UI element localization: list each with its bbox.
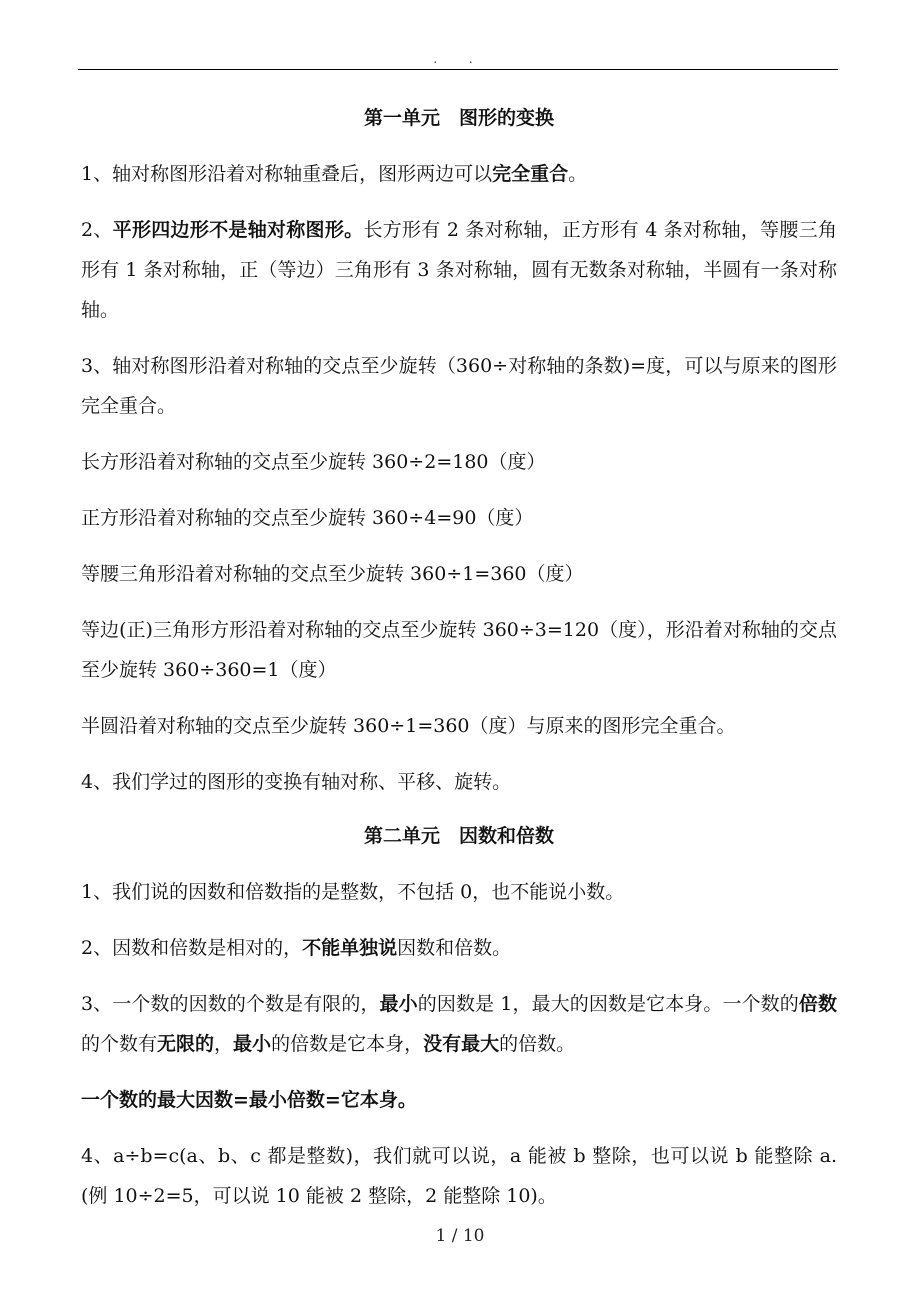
unit2-rule-bold: 一个数的最大因数=最小倍数=它本身。	[81, 1089, 417, 1111]
bold-text: 最小	[379, 993, 418, 1015]
text-span: 因数和倍数。	[397, 937, 512, 959]
header-rule	[78, 69, 838, 70]
unit2-paragraph-3	[81, 984, 837, 1064]
text-span: 的因数是 1，最大的因数是它本身。一个数的	[417, 993, 799, 1015]
text-span: ，	[214, 1033, 234, 1055]
text-span: 的倍数是它本身，	[271, 1033, 424, 1055]
text-span: 。	[568, 163, 588, 185]
bold-text: 没有最大	[423, 1033, 500, 1055]
text-span: 2、	[81, 219, 113, 241]
unit1-paragraph-3: 3、轴对称图形沿着对称轴的交点至少旋转（360÷对称轴的条数)=度，可以与原来的图形完全重合。	[81, 355, 837, 417]
bold-text: 完全重合	[492, 163, 569, 185]
unit2-paragraph-1: 1、我们说的因数和倍数指的是整数，不包括 0，也不能说小数。	[81, 881, 625, 903]
bold-text: 不能单独说	[302, 937, 398, 959]
unit1-paragraph-1	[81, 154, 837, 194]
page-number: 1 / 10	[435, 1226, 485, 1246]
bold-text: 平形四边形不是轴对称图形。	[112, 219, 364, 241]
unit2-paragraph-2	[81, 928, 837, 968]
text-span: 2、因数和倍数是相对的，	[81, 937, 303, 959]
bold-text: 无限的	[157, 1033, 215, 1055]
unit1-line-isosceles: 等腰三角形沿着对称轴的交点至少旋转 360÷1=360（度）	[81, 563, 584, 585]
text-span: 的倍数。	[499, 1033, 576, 1055]
unit1-paragraph-2	[81, 210, 837, 330]
text-span: 3、一个数的因数的个数是有限的，	[81, 993, 380, 1015]
document-body	[81, 100, 837, 1232]
text-span: 1、轴对称图形沿着对称轴重叠后，图形两边可以	[81, 163, 493, 185]
header-dots: . .	[433, 52, 487, 66]
unit1-line-rectangle: 长方形沿着对称轴的交点至少旋转 360÷2=180（度）	[81, 451, 546, 473]
bold-text: 最小	[233, 1033, 272, 1055]
bold-text: 倍数	[798, 993, 837, 1015]
text-span: 的个数有	[81, 1033, 158, 1055]
unit2-paragraph-4: 4、a÷b=c(a、b、c 都是整数)，我们就可以说，a 能被 b 整除，也可以说 b 能整除 a.(例 10÷2=5，可以说 10 能被 2 整除，2 能整除 10)。	[81, 1145, 837, 1207]
unit1-line-semicircle: 半圆沿着对称轴的交点至少旋转 360÷1=360（度）与原来的图形完全重合。	[81, 715, 736, 737]
unit1-line-square: 正方形沿着对称轴的交点至少旋转 360÷4=90（度）	[81, 507, 534, 529]
unit2-title: 第二单元 因数和倍数	[363, 825, 554, 847]
unit1-paragraph-4: 4、我们学过的图形的变换有轴对称、平移、旋转。	[81, 771, 512, 793]
unit1-line-equilateral: 等边(正)三角形方形沿着对称轴的交点至少旋转 360÷3=120（度），形沿着对称轴的交点至少旋转 360÷360=1（度）	[81, 619, 837, 681]
text-span: 长方形有 2 条对称轴，正方形有 4 条对称轴，等腰三角形有 1 条对称轴，正（等边）三角形有 3 条对称轴，圆有无数条对称轴，半圆有一条对称轴。	[81, 219, 837, 321]
unit1-title: 第一单元 图形的变换	[363, 107, 554, 129]
